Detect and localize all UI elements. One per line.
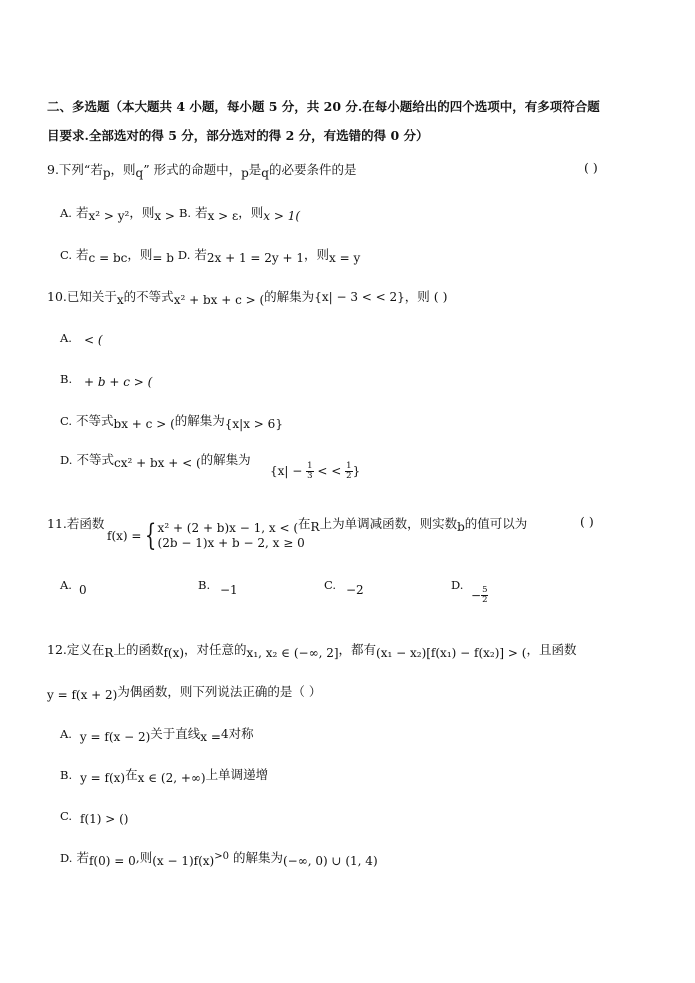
q12-b-text-2: 上单调递增 [205, 767, 269, 782]
q12-a-label: A. [60, 727, 72, 741]
q12-d-text-2: ,则 [135, 850, 153, 865]
q11-pieces [158, 521, 305, 551]
q11-d-minus: − [471, 588, 482, 603]
q11-var-r: R [310, 520, 320, 534]
q11-a-label-text: A. [60, 578, 72, 592]
q11-a-label [60, 577, 72, 592]
q12-option-d [60, 848, 378, 866]
q10-c-label: C. [60, 414, 73, 428]
q9-d-text-2: ，则 [304, 247, 330, 262]
q11-fx: f(x) = [107, 529, 142, 543]
q10-c-math-2: {x|x > 6} [224, 417, 283, 431]
q12-a-text-1: 关于直线 [150, 726, 201, 741]
q11-piece-1: x² + (2 + b)x − 1, x < ( [157, 521, 299, 535]
q9-c-math-2: = b [152, 251, 174, 265]
q12-b-text-1: 在 [125, 767, 138, 782]
q12-d-text-1: 若 [76, 850, 89, 865]
q10-d-set-close: } [352, 464, 361, 478]
q10-d-label: D. [60, 453, 73, 467]
q12-d-math-1: f(0) = 0 [88, 854, 136, 868]
q11-d-den: 2 [482, 595, 488, 605]
q9-d-math-2: x = y [329, 251, 361, 265]
q11-a-value: 0 [79, 583, 87, 597]
q10-d-text-2: 的解集为 [200, 452, 251, 467]
q11-answer-paren: ( ) [580, 514, 594, 529]
q9-answer-paren: ( ) [584, 160, 598, 175]
q9-text-3: ” 形式的命题中， [143, 162, 242, 177]
q12-d-text-3: 的解集为 [232, 850, 283, 865]
q9-a-math-2: x > [154, 209, 175, 223]
q11-d-num: 5 [482, 585, 488, 595]
q12-a-text-2: 对称 [228, 726, 254, 741]
q10-d-f2-num: 1 [346, 461, 352, 471]
q12-d-label: D. [60, 851, 73, 865]
q10-d-f2-den: 2 [346, 471, 352, 481]
q9-var-q2: q [261, 166, 269, 180]
q11-b-label [198, 577, 210, 592]
q9-a-math-1: x² > y² [88, 209, 130, 223]
q12-text-6: 为偶函数，则下列说法正确的是（ ） [117, 684, 322, 699]
q10-d-solution-set [270, 462, 360, 481]
q11-piece-2: (2b − 1)x + b − 2, x ≥ 0 [157, 536, 305, 550]
q9-text-2: ，则 [110, 162, 136, 177]
q9-a-text-2: ，则 [129, 205, 155, 220]
q12-d-sup: >0 [214, 851, 229, 862]
q11-d-value [471, 586, 488, 605]
q10-d-set-open: {x| − [270, 464, 303, 478]
question-12-stem-line1 [47, 640, 576, 658]
q10-text-4: ，则 ( ) [404, 289, 448, 304]
q9-text-4: 是 [248, 162, 262, 177]
section-title: 二、多选题（本大题共 4 小题，每小题 5 分，共 20 分.在每小题给出的四个选项中，有多项符合题 [47, 99, 600, 114]
q9-var-p: p [102, 166, 111, 180]
q10-d-fraction-2 [345, 462, 352, 481]
question-12-stem-line2 [47, 682, 321, 700]
q11-d-label-text: D. [451, 578, 464, 592]
q9-a-text-1: 若 [75, 205, 89, 220]
q9-var-p2: p [241, 166, 249, 180]
q9-a-label: A. [60, 206, 72, 220]
q12-text-4: ，都有 [338, 642, 377, 657]
q10-d-f1-den: 3 [307, 471, 313, 481]
q10-a-label: A. [60, 331, 72, 345]
q11-b-label-text: B. [198, 578, 211, 592]
q9-var-q: q [135, 166, 144, 180]
section-title-line2: 目要求.全部选对的得 5 分，部分选对的得 2 分，有选错的得 0 分） [47, 128, 429, 143]
q10-option-a-label [60, 330, 72, 345]
q12-math-2: (x₁ − x₂)[f(x₁) − f(x₂)] > ( [376, 646, 527, 660]
question-10-stem [47, 287, 447, 305]
q12-var-r: R [104, 646, 114, 660]
q11-var-b: b [457, 520, 465, 534]
q10-c-text-1: 不等式 [76, 413, 114, 428]
q12-text-2: 上的函数 [113, 642, 164, 657]
q12-text-3: ，对任意的 [184, 642, 247, 657]
q10-option-b-math: + b + c > ( [84, 375, 153, 389]
q11-d-fraction [481, 586, 488, 605]
q9-c-math-1: c = bc [88, 251, 128, 265]
q12-b-math-1: y = f(x) [80, 771, 126, 785]
q11-text-1: 11.若函数 [47, 516, 105, 531]
q10-d-fraction-1 [306, 462, 313, 481]
q10-text-1: 10.已知关于 [47, 289, 117, 304]
q9-b-math-2: x > 1( [263, 209, 301, 223]
q12-b-label: B. [60, 768, 73, 782]
q11-b-value: −1 [220, 583, 238, 597]
q11-text-3: 上为单调减函数，则实数 [319, 516, 458, 531]
q12-d-math-2: (x − 1)f(x) [152, 854, 215, 868]
q10-text-3: 的解集为 [264, 289, 315, 304]
q10-math-1: x² + bx + c > ( [173, 293, 265, 307]
q12-text-5: ，且函数 [526, 642, 577, 657]
q12-a-math-3: 4 [220, 727, 229, 741]
q9-c-label: C. [60, 248, 73, 262]
q10-math-2: {x| − 3 < < 2} [314, 290, 405, 304]
q12-d-math-3: (−∞, 0) ∪ (1, 4) [283, 854, 378, 868]
q11-c-value: −2 [346, 583, 364, 597]
q10-var-x: x [116, 293, 124, 307]
q12-c-label: C. [60, 809, 73, 823]
q12-b-math-2: x ∈ (2, +∞) [137, 771, 206, 785]
q11-c-label [324, 577, 336, 592]
q9-b-label: B. [178, 206, 192, 220]
q12-option-b [60, 765, 268, 783]
q10-d-f1-num: 1 [307, 461, 313, 471]
q12-option-c [60, 808, 129, 826]
question-9-stem [47, 160, 357, 178]
q10-option-d [60, 450, 251, 468]
q12-text-1: 12.定义在 [47, 642, 105, 657]
q10-d-text-1: 不等式 [76, 452, 114, 467]
q9-b-text-1: 若 [195, 205, 208, 220]
q10-d-math-1: cx² + bx + < ( [113, 456, 201, 470]
q9-b-text-2: ，则 [238, 205, 264, 220]
q9-d-math-1: 2x + 1 = 2y + 1 [206, 251, 305, 265]
q11-text-2: 在 [298, 516, 311, 531]
q12-fx: f(x) [163, 646, 185, 660]
q10-option-a-math: < ( [84, 333, 103, 347]
q9-d-text-1: 若 [194, 247, 207, 262]
q9-text-5: 的必要条件的是 [268, 162, 357, 177]
q9-c-text-1: 若 [76, 247, 89, 262]
q9-text-1: 9.下列“若 [47, 162, 103, 177]
q9-option-a [60, 203, 300, 221]
q12-math-3: y = f(x + 2) [47, 688, 118, 702]
q10-d-set-mid: < < [317, 464, 342, 478]
q11-c-label-text: C. [324, 578, 337, 592]
q11-function-def [107, 518, 305, 553]
q11-stem-tail [298, 514, 527, 532]
q12-a-math-1: y = f(x − 2) [79, 730, 151, 744]
q12-math-1: x₁, x₂ ∈ (−∞, 2] [246, 646, 339, 660]
q12-c-math: f(1) > () [80, 812, 129, 826]
q9-d-label: D. [177, 248, 191, 262]
q11-text-4: 的值可以为 [464, 516, 528, 531]
q9-option-c [60, 245, 360, 263]
q10-option-c [60, 411, 283, 429]
q10-text-2: 的不等式 [123, 289, 174, 304]
q12-option-a [60, 724, 254, 742]
q10-option-b-label [60, 371, 72, 386]
q11-brace: { [145, 518, 157, 553]
q9-c-text-2: ，则 [127, 247, 153, 262]
q11-d-label [451, 577, 463, 592]
q10-c-text-2: 的解集为 [174, 413, 225, 428]
q12-a-math-2: x = [200, 730, 221, 744]
q10-c-math-1: bx + c > ( [113, 417, 175, 431]
q10-b-label: B. [60, 372, 73, 386]
q9-b-math-1: x > ε [207, 209, 239, 223]
